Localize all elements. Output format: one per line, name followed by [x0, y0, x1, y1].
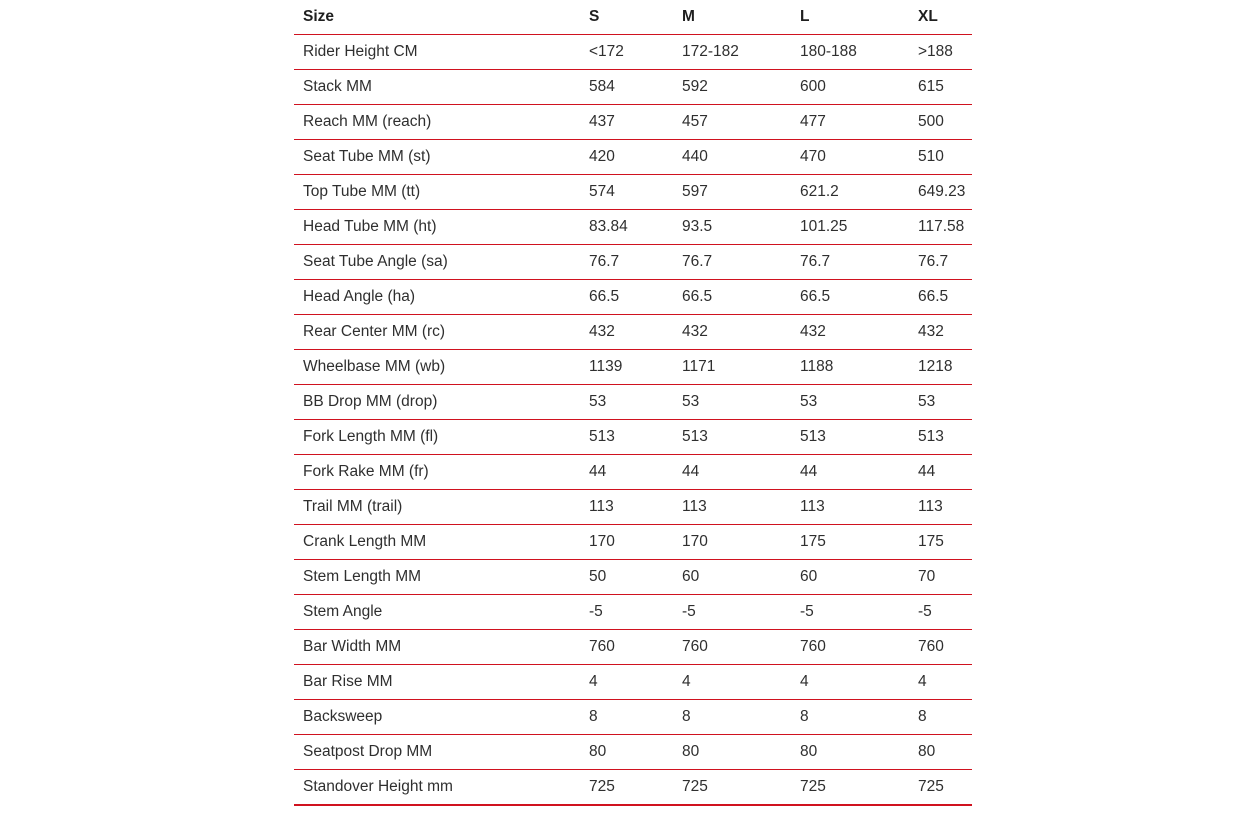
cell-xl: 1218	[909, 350, 972, 385]
cell-l: 80	[791, 735, 909, 770]
cell-m: 440	[673, 140, 791, 175]
row-label: Reach MM (reach)	[294, 105, 580, 140]
cell-s: 8	[580, 700, 673, 735]
cell-xl: 44	[909, 455, 972, 490]
cell-s: 4	[580, 665, 673, 700]
cell-xl: 76.7	[909, 245, 972, 280]
table-header-row	[294, 0, 972, 35]
cell-m: 725	[673, 770, 791, 806]
cell-xl: 117.58	[909, 210, 972, 245]
header-size-label: Size	[294, 0, 580, 35]
cell-s: 80	[580, 735, 673, 770]
cell-l: 113	[791, 490, 909, 525]
cell-l: 4	[791, 665, 909, 700]
cell-l: 760	[791, 630, 909, 665]
row-label: Head Angle (ha)	[294, 280, 580, 315]
cell-l: 8	[791, 700, 909, 735]
cell-m: 592	[673, 70, 791, 105]
row-label: BB Drop MM (drop)	[294, 385, 580, 420]
cell-m: 76.7	[673, 245, 791, 280]
cell-m: 44	[673, 455, 791, 490]
table-row	[294, 595, 972, 630]
cell-m: 8	[673, 700, 791, 735]
cell-xl: 66.5	[909, 280, 972, 315]
table-row	[294, 315, 972, 350]
cell-l: 1188	[791, 350, 909, 385]
cell-s: 66.5	[580, 280, 673, 315]
cell-l: 66.5	[791, 280, 909, 315]
cell-s: 432	[580, 315, 673, 350]
cell-s: 83.84	[580, 210, 673, 245]
cell-m: 457	[673, 105, 791, 140]
cell-s: 437	[580, 105, 673, 140]
cell-m: 1171	[673, 350, 791, 385]
cell-l: 600	[791, 70, 909, 105]
cell-m: 113	[673, 490, 791, 525]
cell-m: 513	[673, 420, 791, 455]
row-label: Top Tube MM (tt)	[294, 175, 580, 210]
row-label: Rear Center MM (rc)	[294, 315, 580, 350]
table-row	[294, 420, 972, 455]
cell-s: 1139	[580, 350, 673, 385]
cell-s: 760	[580, 630, 673, 665]
cell-xl: 432	[909, 315, 972, 350]
table-row	[294, 525, 972, 560]
table-row	[294, 210, 972, 245]
cell-l: 101.25	[791, 210, 909, 245]
row-label: Stem Angle	[294, 595, 580, 630]
cell-s: 725	[580, 770, 673, 806]
cell-m: 60	[673, 560, 791, 595]
row-label: Seat Tube Angle (sa)	[294, 245, 580, 280]
table-row	[294, 350, 972, 385]
row-label: Bar Rise MM	[294, 665, 580, 700]
cell-s: 584	[580, 70, 673, 105]
row-label: Trail MM (trail)	[294, 490, 580, 525]
row-label: Seatpost Drop MM	[294, 735, 580, 770]
cell-xl: 500	[909, 105, 972, 140]
table-row	[294, 700, 972, 735]
cell-l: 175	[791, 525, 909, 560]
cell-m: 66.5	[673, 280, 791, 315]
geometry-table-body	[294, 35, 972, 806]
row-label: Head Tube MM (ht)	[294, 210, 580, 245]
cell-s: 420	[580, 140, 673, 175]
row-label: Fork Length MM (fl)	[294, 420, 580, 455]
geometry-table	[294, 0, 972, 806]
header-size-xl: XL	[909, 0, 972, 35]
cell-xl: 80	[909, 735, 972, 770]
table-row	[294, 105, 972, 140]
cell-l: 60	[791, 560, 909, 595]
cell-xl: >188	[909, 35, 972, 70]
cell-m: 53	[673, 385, 791, 420]
cell-xl: 725	[909, 770, 972, 806]
row-label: Seat Tube MM (st)	[294, 140, 580, 175]
table-row	[294, 140, 972, 175]
cell-xl: 113	[909, 490, 972, 525]
cell-xl: 649.23	[909, 175, 972, 210]
row-label: Stack MM	[294, 70, 580, 105]
cell-m: 80	[673, 735, 791, 770]
cell-l: 621.2	[791, 175, 909, 210]
cell-l: -5	[791, 595, 909, 630]
table-row	[294, 665, 972, 700]
row-label: Bar Width MM	[294, 630, 580, 665]
cell-s: 53	[580, 385, 673, 420]
cell-xl: 510	[909, 140, 972, 175]
row-label: Crank Length MM	[294, 525, 580, 560]
row-label: Standover Height mm	[294, 770, 580, 806]
cell-m: 432	[673, 315, 791, 350]
cell-xl: 513	[909, 420, 972, 455]
cell-xl: 4	[909, 665, 972, 700]
table-row	[294, 175, 972, 210]
row-label: Stem Length MM	[294, 560, 580, 595]
table-row	[294, 70, 972, 105]
cell-xl: 70	[909, 560, 972, 595]
cell-s: 513	[580, 420, 673, 455]
cell-m: 4	[673, 665, 791, 700]
cell-s: 44	[580, 455, 673, 490]
cell-xl: 8	[909, 700, 972, 735]
table-row	[294, 245, 972, 280]
cell-s: 113	[580, 490, 673, 525]
table-row	[294, 490, 972, 525]
table-row	[294, 455, 972, 490]
cell-s: 574	[580, 175, 673, 210]
cell-l: 477	[791, 105, 909, 140]
row-label: Wheelbase MM (wb)	[294, 350, 580, 385]
cell-l: 53	[791, 385, 909, 420]
cell-l: 76.7	[791, 245, 909, 280]
cell-l: 513	[791, 420, 909, 455]
cell-m: 172-182	[673, 35, 791, 70]
cell-l: 470	[791, 140, 909, 175]
cell-m: -5	[673, 595, 791, 630]
table-row	[294, 630, 972, 665]
cell-xl: 175	[909, 525, 972, 560]
cell-s: -5	[580, 595, 673, 630]
cell-l: 180-188	[791, 35, 909, 70]
cell-m: 170	[673, 525, 791, 560]
cell-m: 597	[673, 175, 791, 210]
cell-m: 93.5	[673, 210, 791, 245]
cell-s: 50	[580, 560, 673, 595]
table-row	[294, 280, 972, 315]
table-row	[294, 385, 972, 420]
row-label: Backsweep	[294, 700, 580, 735]
header-size-s: S	[580, 0, 673, 35]
header-size-m: M	[673, 0, 791, 35]
table-row	[294, 770, 972, 806]
row-label: Rider Height CM	[294, 35, 580, 70]
cell-m: 760	[673, 630, 791, 665]
table-row	[294, 560, 972, 595]
cell-s: <172	[580, 35, 673, 70]
cell-xl: -5	[909, 595, 972, 630]
cell-xl: 760	[909, 630, 972, 665]
cell-l: 725	[791, 770, 909, 806]
cell-l: 44	[791, 455, 909, 490]
cell-xl: 615	[909, 70, 972, 105]
cell-l: 432	[791, 315, 909, 350]
row-label: Fork Rake MM (fr)	[294, 455, 580, 490]
table-row	[294, 735, 972, 770]
cell-xl: 53	[909, 385, 972, 420]
header-size-l: L	[791, 0, 909, 35]
cell-s: 76.7	[580, 245, 673, 280]
table-row	[294, 35, 972, 70]
cell-s: 170	[580, 525, 673, 560]
